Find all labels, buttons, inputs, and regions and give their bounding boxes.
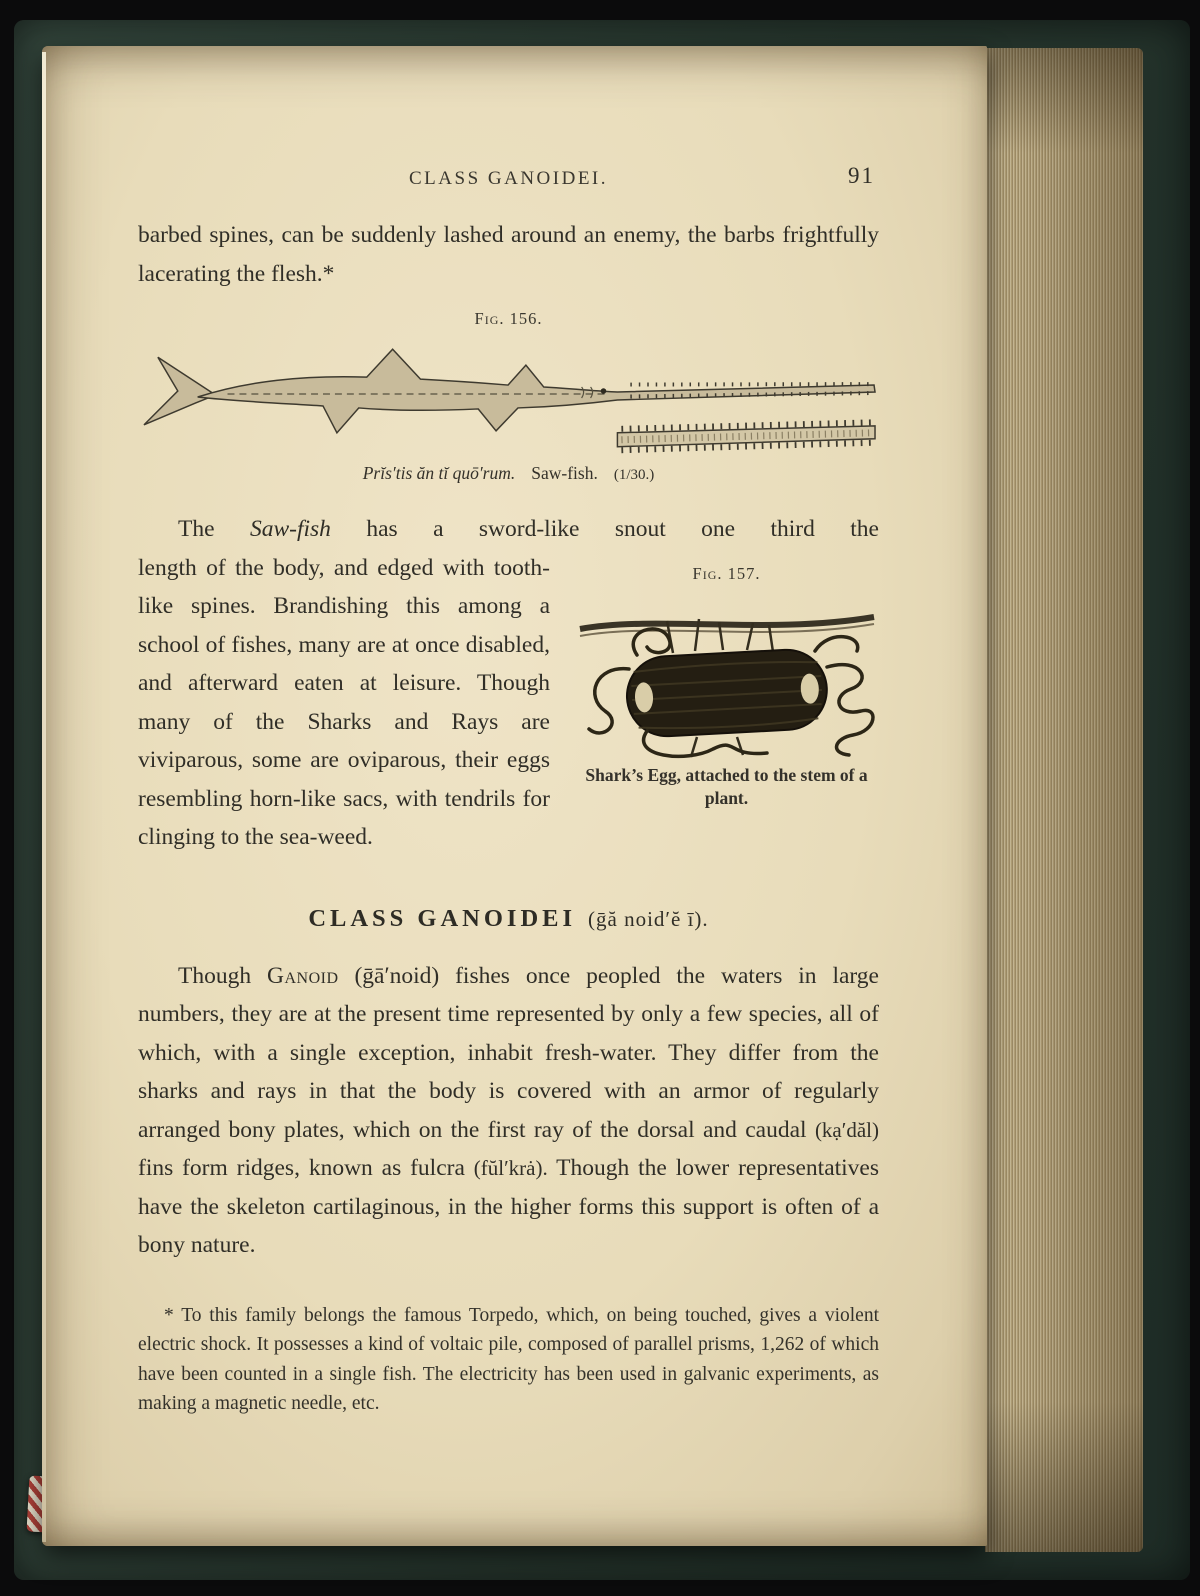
ganoid-t5: fins form ridges, known as fulcra (138, 1155, 474, 1181)
sawfish-body (198, 349, 875, 433)
section-pronunciation: (ḡă noid′ĕ ī). (588, 906, 709, 931)
sawfish-lead-text: The (178, 516, 250, 542)
scale-note: (1/30.) (613, 467, 655, 483)
ganoid-t1: Though (178, 962, 268, 989)
sharks-egg-illustration (577, 595, 877, 760)
sawfish-illustration (138, 333, 879, 461)
figure-156-label: Fig. 156. (474, 309, 543, 328)
plant-stem (580, 617, 874, 629)
figure-157 (574, 555, 879, 811)
fulcra-pronunciation: (fŭl′krȧ). (473, 1156, 548, 1180)
ganoid-t7: Though the lower representatives have the skeleton cartilaginous, in the higher forms this support is often of a bony nature. (138, 1155, 880, 1258)
common-name: Saw-fish. (531, 463, 598, 483)
sawfish-name-italic: Saw-fish (249, 516, 331, 542)
page-content (138, 46, 879, 1438)
sawfish-paragraph-body (138, 549, 879, 857)
ganoid-t3: (ḡā′noid) fishes once peopled the waters in large numbers, they are at the present time represented by only a few species, all of which, with a single exception, inhabit fresh-water. They differ from the sharks and rays in that the body is covered with an armor of regularly arranged bony plates, which on the first ray of the dorsal and caudal (138, 962, 879, 1143)
page-edges (985, 48, 1143, 1552)
running-title: CLASS GANOIDEI. (409, 168, 608, 189)
paragraph-ganoid (138, 957, 879, 1265)
sawfish-wrapped-text: length of the body, and edged with tooth-like spines. Brandishing this among a school of fishes, many are at once disabled, and afterward eaten at leisure. Though many of the Sharks and Rays are viviparous, some are oviparous, their eggs resembling horn-like sacs, with tendrils for clinging to the sea-weed. (138, 554, 550, 850)
sawfish-tail (144, 357, 216, 425)
book-page (42, 46, 987, 1546)
figure-157-label: Fig. 157. (692, 563, 761, 583)
caudal-pronunciation: (kạ′dăl) (814, 1117, 879, 1142)
species-name: Prĭs′tis ăn tĭ quō′rum. (362, 463, 516, 483)
sawfish-paragraph-line1 (138, 510, 879, 549)
section-heading (138, 905, 879, 933)
figure-157-caption: Shark’s Egg, attached to the stem of a plant. (585, 765, 868, 808)
ganoid-smallcaps: Ganoid (267, 962, 339, 989)
figure-156-caption (138, 463, 879, 484)
saw-detail (617, 422, 875, 450)
sawfish-line1-rest: has a sword-like snout one third the (330, 516, 879, 542)
page-header (138, 163, 879, 200)
sawfish-eye (601, 388, 607, 394)
page-number: 91 (848, 163, 875, 188)
section-title: CLASS GANOIDEI (308, 904, 577, 932)
figure-156 (138, 309, 879, 484)
paragraph-intro: barbed spines, can be suddenly lashed around an enemy, the barbs frightfully lacerating the flesh.* (138, 222, 879, 287)
footnote: * To this family belongs the famous Torpedo, which, on being touched, gives a violent electric shock. It possesses a kind of voltaic pile, composed of parallel prisms, 1,262 of which have been counted in a single fish. The electricity has been used in galvanic experiments, as making a magnetic needle, etc. (138, 1304, 879, 1414)
